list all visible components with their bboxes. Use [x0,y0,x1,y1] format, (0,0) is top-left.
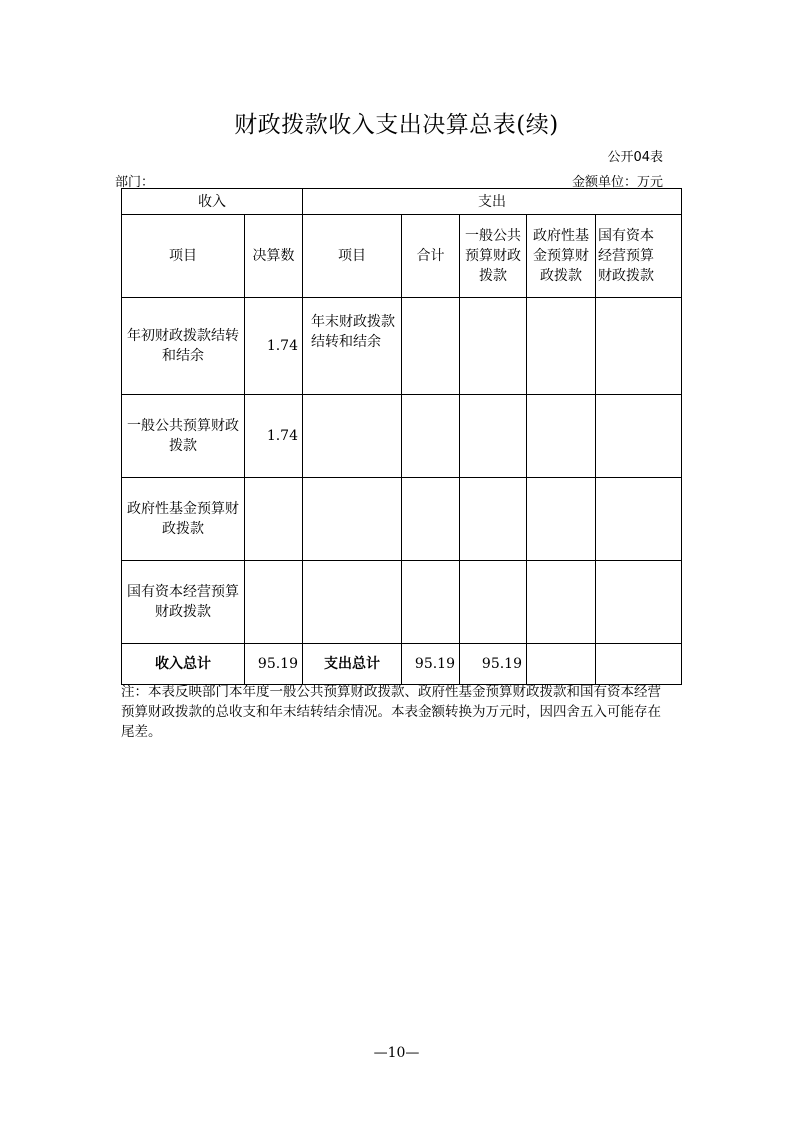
header-row-2 [122,215,682,298]
expense-item-cell [303,395,402,478]
table-row [122,395,682,478]
state-total-value [596,644,682,685]
gov-cell [527,561,596,644]
table-code: 公开04表 [607,150,663,165]
table-row [122,478,682,561]
table-note: 注：本表反映部门本年度一般公共预算财政拨款、政府性基金预算财政拨款和国有资本经营预算财政拨款的总收支和年末结转结余情况。本表金额转换为万元时，因四舍五入可能存在尾差。 [121,684,661,740]
expense-item-cell: 年末财政拨款结转和结余 [303,298,402,395]
total-cell [402,395,460,478]
general-budget-header: 一般公共预算财政拨款 [460,215,527,298]
general-cell [460,561,527,644]
total-cell [402,561,460,644]
general-cell [460,395,527,478]
expense-total-value: 95.19 [402,644,460,685]
income-item-cell: 政府性基金预算财政拨款 [122,478,245,561]
income-value-cell: 1.74 [245,395,303,478]
expense-total-label: 支出总计 [303,644,402,685]
income-total-value: 95.19 [245,644,303,685]
department-label: 部门： [115,175,155,190]
state-cell [596,478,682,561]
income-value-cell [245,478,303,561]
page-number: —10— [373,1045,420,1061]
budget-table-wrapper [121,188,663,674]
expense-item-cell [303,561,402,644]
state-capital-header: 国有资本经营预算财政拨款 [596,215,682,298]
income-item-header: 项目 [122,215,245,298]
state-cell [596,561,682,644]
general-cell [460,478,527,561]
table-row [122,561,682,644]
totals-row [122,644,682,685]
total-header: 合计 [402,215,460,298]
total-cell [402,298,460,395]
total-cell [402,478,460,561]
final-amount-header: 决算数 [245,215,303,298]
income-item-cell: 年初财政拨款结转和结余 [122,298,245,395]
expense-item-cell [303,478,402,561]
unit-label: 金额单位：万元 [571,175,663,190]
gov-cell [527,298,596,395]
gov-total-value [527,644,596,685]
income-value-cell [245,561,303,644]
general-cell [460,298,527,395]
general-total-value: 95.19 [460,644,527,685]
budget-table [121,188,682,685]
income-item-cell: 一般公共预算财政拨款 [122,395,245,478]
income-item-cell: 国有资本经营预算财政拨款 [122,561,245,644]
gov-fund-header: 政府性基金预算财政拨款 [527,215,596,298]
header-row-1 [122,189,682,215]
gov-cell [527,395,596,478]
page-title: 财政拨款收入支出决算总表(续) [234,112,559,138]
income-total-label: 收入总计 [122,644,245,685]
income-header: 收入 [122,189,303,215]
expense-item-header: 项目 [303,215,402,298]
gov-cell [527,478,596,561]
state-cell [596,298,682,395]
table-row [122,298,682,395]
state-cell [596,395,682,478]
expense-header: 支出 [303,189,682,215]
income-value-cell: 1.74 [245,298,303,395]
